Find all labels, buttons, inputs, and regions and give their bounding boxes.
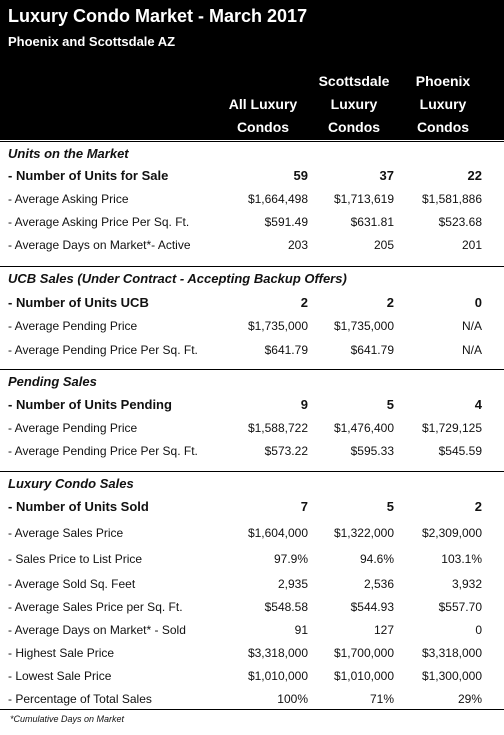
row-label: - Number of Units for Sale: [8, 168, 169, 183]
cell-value: 203: [287, 238, 308, 252]
table-header: [0, 0, 504, 140]
cell-value: $641.79: [264, 343, 308, 357]
section-title: Luxury Condo Sales: [8, 476, 134, 491]
cell-value: 97.9%: [273, 552, 308, 566]
cell-value: 201: [461, 238, 482, 252]
cell-value: 5: [386, 499, 394, 514]
row-label: - Average Sold Sq. Feet: [8, 577, 136, 591]
cell-value: $523.68: [438, 215, 482, 229]
cell-value: N/A: [461, 343, 482, 357]
row-label: - Average Pending Price Per Sq. Ft.: [8, 444, 198, 458]
row-label: - Average Sales Price per Sq. Ft.: [8, 600, 183, 614]
column-header-phoenix: [398, 70, 488, 139]
table-row: [0, 395, 504, 415]
cell-value: 205: [373, 238, 394, 252]
row-label: - Number of Units Sold: [8, 499, 149, 514]
column-header-line: Luxury: [330, 96, 378, 112]
cell-value: 4: [474, 397, 482, 412]
cell-value: $548.58: [264, 600, 308, 614]
cell-value: $1,735,000: [247, 319, 308, 333]
cell-value: 91: [294, 623, 308, 637]
cell-value: 103.1%: [441, 552, 482, 566]
cell-value: $1,729,125: [421, 421, 482, 435]
cell-value: $1,735,000: [333, 319, 394, 333]
cell-value: $591.49: [264, 215, 308, 229]
divider: [0, 141, 504, 142]
cell-value: 127: [373, 623, 394, 637]
column-header-line: Scottsdale: [318, 73, 390, 89]
table-row: [0, 666, 504, 686]
table-row: [0, 497, 504, 517]
divider: [0, 266, 504, 267]
cell-value: 2: [474, 499, 482, 514]
cell-value: 2: [300, 295, 308, 310]
cell-value: $1,588,722: [247, 421, 308, 435]
cell-value: $1,664,498: [247, 192, 308, 206]
row-label: - Average Sales Price: [8, 526, 124, 540]
cell-value: 2,536: [363, 577, 394, 591]
row-label: - Lowest Sale Price: [8, 669, 112, 683]
cell-value: 29%: [457, 692, 482, 706]
table-row: [0, 212, 504, 232]
table-row: [0, 441, 504, 461]
table-row: [0, 689, 504, 709]
section-title: Units on the Market: [8, 146, 129, 161]
cell-value: $1,322,000: [333, 526, 394, 540]
row-label: - Number of Units UCB: [8, 295, 149, 310]
page-title: Luxury Condo Market - March 2017: [8, 6, 308, 26]
cell-value: $1,010,000: [247, 669, 308, 683]
row-label: - Average Pending Price: [8, 421, 138, 435]
cell-value: $1,713,619: [333, 192, 394, 206]
column-header-all: [218, 70, 308, 139]
cell-value: $573.22: [264, 444, 308, 458]
cell-value: $557.70: [438, 600, 482, 614]
table-row: [0, 166, 504, 186]
row-label: - Average Days on Market*- Active: [8, 238, 191, 252]
column-header-line: Condos: [327, 119, 381, 135]
cell-value: $631.81: [350, 215, 394, 229]
cell-value: $595.33: [350, 444, 394, 458]
column-header-line: Luxury: [419, 96, 467, 112]
cell-value: 100%: [277, 692, 308, 706]
table-row: [0, 418, 504, 438]
cell-value: 3,932: [451, 577, 482, 591]
row-label: - Sales Price to List Price: [8, 552, 143, 566]
table-row: [0, 643, 504, 663]
cell-value: $1,476,400: [333, 421, 394, 435]
cell-value: 0: [474, 295, 482, 310]
row-label: - Percentage of Total Sales: [8, 692, 152, 706]
column-header-line: Condos: [236, 119, 290, 135]
row-label: - Number of Units Pending: [8, 397, 172, 412]
cell-value: $1,604,000: [247, 526, 308, 540]
divider: [0, 709, 504, 710]
table-row: [0, 340, 504, 360]
cell-value: 71%: [369, 692, 394, 706]
column-header-line: Condos: [416, 119, 470, 135]
table-row: [0, 189, 504, 209]
cell-value: 59: [293, 168, 308, 183]
table-row: [0, 549, 504, 569]
column-header-line: Phoenix: [415, 73, 471, 89]
table-row: [0, 620, 504, 640]
table-row: [0, 293, 504, 313]
cell-value: $3,318,000: [421, 646, 482, 660]
table-row: [0, 597, 504, 617]
cell-value: $1,010,000: [333, 669, 394, 683]
section-title: Pending Sales: [8, 374, 97, 389]
section-title: UCB Sales (Under Contract - Accepting Backup Offers): [8, 271, 347, 286]
cell-value: $545.59: [438, 444, 482, 458]
column-header-line: All Luxury: [228, 96, 298, 112]
page-subtitle: Phoenix and Scottsdale AZ: [8, 34, 176, 49]
cell-value: $1,581,886: [421, 192, 482, 206]
cell-value: $544.93: [350, 600, 394, 614]
table-row: [0, 316, 504, 336]
cell-value: 5: [386, 397, 394, 412]
cell-value: $1,700,000: [333, 646, 394, 660]
cell-value: 2,935: [277, 577, 308, 591]
cell-value: $2,309,000: [421, 526, 482, 540]
cell-value: 94.6%: [359, 552, 394, 566]
table-row: [0, 574, 504, 594]
cell-value: 22: [467, 168, 482, 183]
cell-value: 37: [379, 168, 394, 183]
cell-value: $1,300,000: [421, 669, 482, 683]
cell-value: 2: [386, 295, 394, 310]
footnote: *Cumulative Days on Market: [10, 714, 125, 724]
column-header-line: [218, 70, 308, 93]
divider: [0, 369, 504, 370]
cell-value: 7: [300, 499, 308, 514]
row-label: - Highest Sale Price: [8, 646, 115, 660]
divider: [0, 471, 504, 472]
row-label: - Average Days on Market* - Sold: [8, 623, 186, 637]
cell-value: $641.79: [350, 343, 394, 357]
cell-value: N/A: [461, 319, 482, 333]
cell-value: 9: [300, 397, 308, 412]
row-label: - Average Asking Price Per Sq. Ft.: [8, 215, 190, 229]
column-header-scottsdale: [308, 70, 400, 139]
table-row: [0, 523, 504, 543]
cell-value: 0: [475, 623, 482, 637]
row-label: - Average Pending Price Per Sq. Ft.: [8, 343, 198, 357]
table-row: [0, 235, 504, 255]
row-label: - Average Asking Price: [8, 192, 129, 206]
cell-value: $3,318,000: [247, 646, 308, 660]
row-label: - Average Pending Price: [8, 319, 138, 333]
